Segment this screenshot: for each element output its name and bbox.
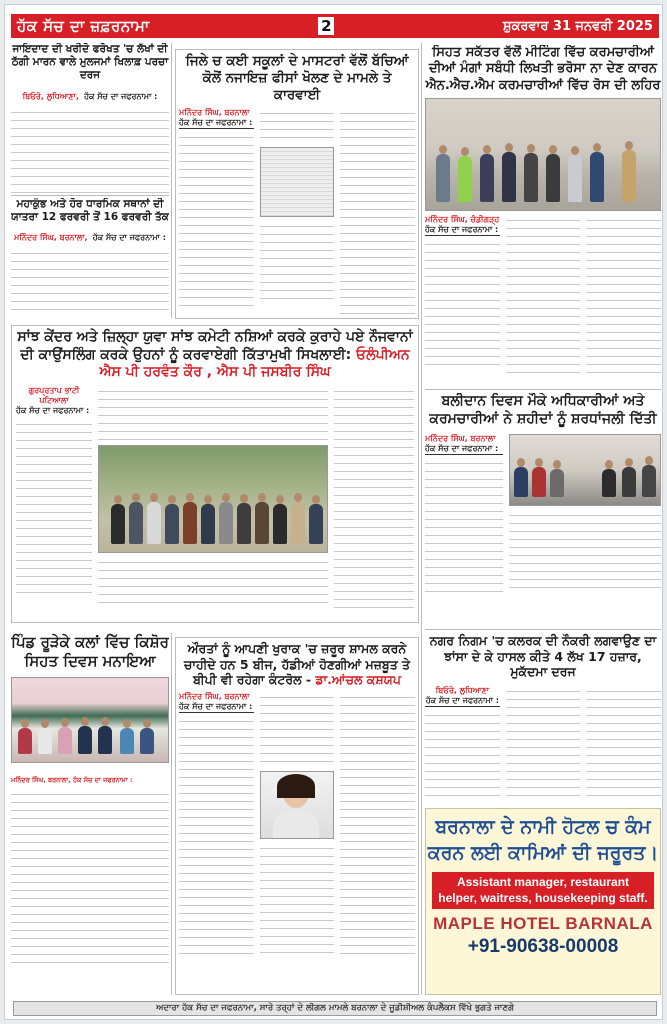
column-divider — [421, 43, 422, 995]
article-body-col — [260, 108, 335, 143]
school-event-photo — [11, 677, 169, 763]
headline[interactable]: ਜਾਇਦਾਦ ਦੀ ਖਰੀਦੋ ਫਰੋਖਤ 'ਚ ਲੱਖਾਂ ਦੀ ਠੱਗੀ ਮਾਰਨ ਵਾਲੇ ਮੁਲਜਮਾਂ ਖਿਲਾਫ਼ ਪਰਚਾ ਦਰਜ — [11, 43, 169, 82]
article-mahakumbh[interactable] — [11, 198, 169, 318]
byline-source: ਹੱਕ ਸੱਚ ਦਾ ਜਫਰਨਾਮਾ : — [92, 233, 166, 243]
article-body-col — [260, 843, 335, 953]
article-body-col — [425, 458, 503, 598]
article-adolescent-day[interactable] — [11, 633, 169, 995]
byline-source: ਹੱਕ ਸੱਚ ਦਾ ਜਫਰਨਾਮਾ : — [16, 405, 90, 415]
article-body-col — [179, 132, 254, 312]
advert-phone[interactable]: +91-90638-00008 — [467, 936, 619, 958]
byline-source: ਹੱਕ ਸੱਚ ਦਾ ਜਫਰਨਾਮਾ : — [179, 117, 253, 127]
article-youth-counselling[interactable] — [11, 325, 419, 623]
news-clipping-image — [260, 147, 335, 217]
article-clerk-job-scam[interactable] — [425, 633, 661, 803]
article-body-col — [586, 215, 661, 375]
byline-place: ਮਨਿੰਦਰ ਸਿੰਘ, ਬਰਨਾਲਾ — [179, 107, 250, 117]
advert-hotel-name: MAPLE HOTEL BARNALA — [433, 914, 653, 934]
byline-source: ਹੱਕ ਸੱਚ ਦਾ ਜਫਰਨਾਮਾ : — [425, 695, 499, 705]
headline[interactable]: ਸਿਹਤ ਸਕੱਤਰ ਵੱਲੋਂ ਮੀਟਿੰਗ ਵਿੱਚ ਕਰਮਚਾਰੀਆਂ ਦੀਆਂ ਮੰਗਾਂ ਸਬੰਧੀ ਲਿਖਤੀ ਭਰੋਸਾ ਨਾ ਦੇਣ ਕਾਰਨ ਐਨ.ਐਚ.ਐਮ ਕਰਮਚਾਰੀਆਂ ਵਿੱਚ ਰੋਸ ਦੀ ਲਹਿਰ — [425, 45, 661, 93]
footer-legal-notice: ਅਦਾਰਾ ਹੱਕ ਸੱਚ ਦਾ ਜਫਰਨਾਮਾ, ਸਾਰੇ ਤਰ੍ਹਾਂ ਦੇ ਲੀਗਲ ਮਾਮਲੇ ਬਰਨਾਲਾ ਦੇ ਜੂਡੀਸ਼ੀਅਲ ਕੰਪਲੈਕਸ ਵਿੱਖੇ ਭੁਗਤੇ ਜਾਣਗੇ — [13, 1001, 657, 1016]
advert-title: ਬਰਨਾਲਾ ਦੇ ਨਾਮੀ ਹੋਟਲ ਚ ਕੰਮ ਕਰਨ ਲਈ ਕਾਮਿਆਂ ਦੀ ਜਰੂਰਤ। — [427, 816, 659, 864]
article-martyrs-day[interactable] — [425, 393, 661, 625]
article-body-col — [16, 419, 92, 599]
article-body-col — [260, 692, 335, 767]
paper-name: ਹੱਕ ਸੱਚ ਦਾ ਜ਼ਫ਼ਰਨਾਮਾ — [17, 17, 150, 35]
headline[interactable]: ਪਿੰਡ ਰੂੜੇਕੇ ਕਲਾਂ ਵਿੱਚ ਕਿਸ਼ੋਰ ਸਿਹਤ ਦਿਵਸ ਮਨਾਇਆ — [11, 633, 169, 670]
article-body-col — [506, 686, 581, 803]
article-body — [11, 789, 169, 964]
article-body-col — [509, 510, 661, 588]
issue-date: ਸ਼ੁਕਰਵਾਰ 31 ਜਨਵਰੀ 2025 — [502, 18, 653, 34]
page-number: 2 — [318, 17, 334, 35]
article-property-fraud[interactable] — [11, 43, 169, 193]
headline-highlight: ਡਾ.ਆਂਚਲ ਕਸ਼ਯਪ — [315, 672, 401, 688]
headline[interactable] — [179, 641, 415, 688]
byline-place: ਮਨਿੰਦਰ ਸਿੰਘ, ਚੰਡੀਗੜ੍ਹ — [425, 214, 500, 224]
byline-place: ਮਨਿੰਦਰ ਸਿੰਘ, ਬਰਨਾਲਾ — [425, 434, 496, 443]
article-body-col — [340, 108, 415, 318]
byline-source: ਹੱਕ ਸੱਚ ਦਾ ਜਫਰਨਾਮਾ : — [425, 224, 499, 234]
headline[interactable] — [16, 329, 414, 382]
column-divider — [171, 43, 172, 318]
byline-place: ਮਨਿੰਦਰ ਸਿੰਘ, ਬਰਨਾਲਾ — [179, 691, 250, 701]
protest-photo — [425, 98, 661, 211]
byline-place: ਮਨਿੰਦਰ ਸਿੰਘ, ਬਰਨਾਲਾ, — [14, 233, 88, 243]
byline-source: ਹੱਕ ਸੱਚ ਦਾ ਜਫਰਨਾਮਾ : — [425, 444, 503, 455]
article-body — [11, 107, 169, 193]
article-body-col — [425, 710, 500, 800]
byline: ਮਨਿੰਦਰ ਸਿੰਘ, ਬਰਨਾਲਾ, ਹੱਕ ਸੱਚ ਦਾ ਜਫਰਨਾਮਾ : — [11, 775, 133, 784]
headline-main: ਸਾਂਝ ਕੇਂਦਰ ਅਤੇ ਜ਼ਿਲ੍ਹਾ ਯੁਵਾ ਸਾਂਝ ਕਮੇਟੀ ਨਸ਼ਿਆਂ ਕਰਕੇ ਕੁਰਾਹੇ ਪਏ ਨੌਜਵਾਨਾਂ ਦੀ ਕਾਉਂਸਲਿੰਗ ਕਰਕੇ ਉਹਨਾਂ ਨੂੰ ਕਰਵਾਏਗੀ ਕਿੱਤਾਮੁਖੀ ਸਿਖਲਾਈ: — [17, 329, 413, 363]
row-divider — [11, 195, 169, 196]
headline[interactable]: ਨਗਰ ਨਿਗਮ 'ਚ ਕਲਰਕ ਦੀ ਨੌਕਰੀ ਲਗਵਾਉਣ ਦਾ ਝਾਂਸਾ ਦੇ ਕੇ ਹਾਸਲ ਕੀਤੇ 4 ਲੱਖ 17 ਹਜ਼ਾਰ, ਮੁਕੱਦਮਾ ਦਰਜ — [429, 633, 657, 680]
article-women-diet[interactable] — [175, 637, 419, 995]
row-divider — [425, 389, 661, 390]
article-body-col — [586, 686, 661, 803]
article-nhm-protest[interactable] — [425, 45, 661, 385]
row-divider — [425, 629, 661, 630]
article-body-col — [506, 215, 581, 375]
headline-main: ਔਰਤਾਂ ਨੂੰ ਆਪਣੀ ਖੁਰਾਕ 'ਚ ਜ਼ਰੂਰ ਸ਼ਾਮਲ ਕਰਨੇ ਚਾਹੀਦੇ ਹਨ 5 ਬੀਜ, ਹੱਡੀਆਂ ਹੋਣਗੀਆਂ ਮਜ਼ਬੂਤ ਤੇ ਬੀਪੀ ਵੀ ਰਹੇਗਾ ਕੰਟਰੋਲ - — [183, 641, 411, 688]
advert-positions: Assistant manager, restaurant helper, waitress, housekeeping staff. — [432, 872, 654, 909]
article-body — [11, 248, 169, 314]
headline-highlight: ਓਲੰਪੀਅਨ ਐਸ ਪੀ ਹਰਵੰਤ ਕੌਰ , ਐਸ ਪੀ ਜਸਬੀਰ ਸਿੰਘ — [99, 346, 410, 380]
byline-place: ਬਿਓਰੋ, ਲੁਧਿਆਣਾ — [435, 685, 489, 695]
headline[interactable]: ਬਲੀਦਾਨ ਦਿਵਸ ਮੌਕੇ ਅਧਿਕਾਰੀਆਂ ਅਤੇ ਕਰਮਚਾਰੀਆਂ ਨੇ ਸ਼ਹੀਦਾਂ ਨੂੰ ਸ਼ਰਧਾਂਜਲੀ ਦਿੱਤੀ — [429, 393, 657, 427]
byline-place: ਗੁਰਪ੍ਰਤਾਪ ਭਾਟੀ ਪਟਿਆਲਾ — [28, 385, 80, 405]
meeting-room-photo — [509, 434, 661, 506]
headline[interactable]: ਮਹਾਕੁੰਭ ਅਤੇ ਹੋਰ ਧਾਰਮਿਕ ਸਥਾਨਾਂ ਦੀ ਯਾਤਰਾ 12 ਫਰਵਰੀ ਤੋਂ 16 ਫਰਵਰੀ ਤੱਕ — [11, 198, 169, 224]
article-body-col — [340, 692, 415, 957]
hotel-job-advert[interactable] — [425, 808, 661, 995]
headline[interactable]: ਜਿਲੇ ਚ ਕਈ ਸਕੂਲਾਂ ਦੇ ਮਾਸਟਰਾਂ ਵੱਲੋਂ ਬੱਚਿਆਂ ਕੋਲੋਂ ਨਜਾਇਜ਼ ਫੀਸਾਂ ਖੋਲਣ ਦੇ ਮਾਮਲੇ ਤੇ ਕਾਰਵਾਈ — [185, 53, 409, 103]
article-body-col — [179, 716, 254, 956]
newspaper-page — [4, 4, 663, 1020]
article-body-col — [98, 386, 328, 441]
column-divider — [171, 633, 172, 995]
article-school-fees[interactable] — [175, 49, 419, 319]
byline-source: ਹੱਕ ਸੱਚ ਦਾ ਜਫਰਨਾਮਾ : — [179, 701, 253, 711]
doctor-portrait — [260, 771, 335, 839]
article-body-col — [425, 239, 500, 369]
masthead — [11, 14, 659, 38]
article-body-col — [260, 221, 335, 301]
officials-group-photo — [98, 445, 328, 553]
article-body-col — [98, 557, 328, 607]
article-body-col — [334, 386, 414, 611]
byline-place: ਬਿਓਰੋ, ਲੁਧਿਆਣਾ, — [22, 92, 79, 102]
byline-source: ਹੱਕ ਸੱਚ ਦਾ ਜਫਰਨਾਮਾ : — [84, 92, 158, 102]
